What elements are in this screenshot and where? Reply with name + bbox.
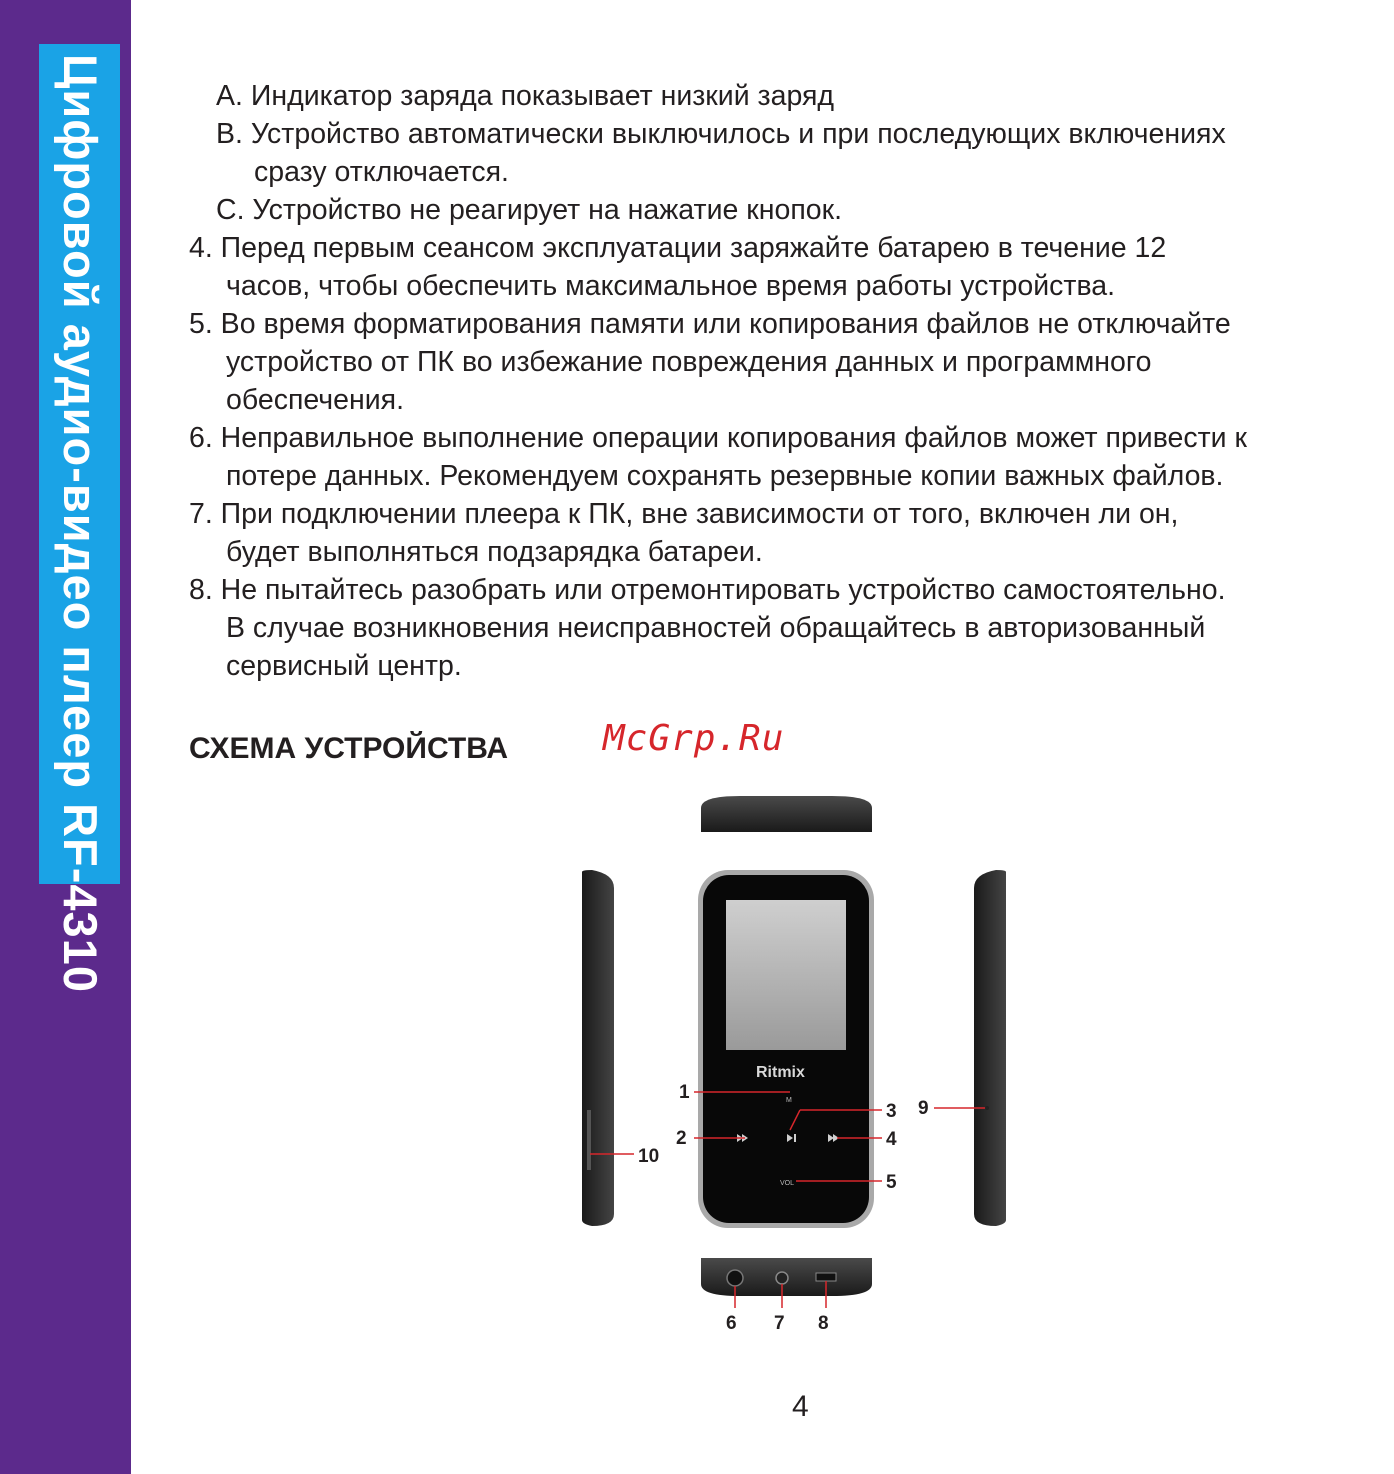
callout-2: 2 <box>676 1128 687 1149</box>
callout-3: 3 <box>886 1101 897 1122</box>
body-line: 4. Перед первым сеансом эксплуатации заряжайте батарею в течение 12 <box>189 232 1167 264</box>
body-line: В случае возникновения неисправностей обращайтесь в авторизованный <box>226 612 1206 644</box>
device-diagram <box>560 760 1060 1350</box>
body-line: 6. Неправильное выполнение операции копирования файлов может привести к <box>189 422 1247 454</box>
body-line: С. Устройство не реагирует на нажатие кнопок. <box>216 194 842 226</box>
callout-1: 1 <box>679 1082 690 1103</box>
usb-port <box>816 1273 836 1281</box>
brand-logo: Ritmix <box>756 1064 805 1081</box>
device-right-view <box>974 870 1006 1226</box>
callout-8: 8 <box>818 1313 829 1334</box>
device-left-view <box>582 870 614 1226</box>
sd-slot <box>587 1110 591 1170</box>
section-heading: СХЕМА УСТРОЙСТВА <box>189 732 509 765</box>
page-number: 4 <box>792 1390 809 1423</box>
sidebar <box>0 0 131 1474</box>
headphone-jack <box>727 1270 743 1286</box>
body-line: будет выполняться подзарядка батареи. <box>226 536 763 568</box>
body-line: потере данных. Рекомендуем сохранять резервные копии важных файлов. <box>226 460 1224 492</box>
button-vol-label: VOL <box>780 1180 795 1187</box>
callout-10: 10 <box>638 1146 660 1167</box>
device-top-view <box>701 796 872 832</box>
body-line: А. Индикатор заряда показывает низкий заряд <box>216 80 835 112</box>
callout-9: 9 <box>918 1098 929 1119</box>
body-line: сервисный центр. <box>226 650 462 682</box>
body-line: 7. При подключении плеера к ПК, вне зависимости от того, включен ли он, <box>189 498 1179 530</box>
sidebar-title: Цифровой аудио-видео плеер RF-4310 <box>54 54 107 993</box>
power-switch <box>776 1272 788 1284</box>
device-screen <box>726 900 846 1050</box>
body-line: сразу отключается. <box>254 156 509 188</box>
callout-7: 7 <box>774 1313 785 1334</box>
watermark: McGrp.Ru <box>603 718 785 759</box>
body-line: часов, чтобы обеспечить максимальное время работы устройства. <box>226 270 1116 302</box>
button-m-label: M <box>786 1097 792 1104</box>
play-pause-bar <box>794 1134 796 1142</box>
callout-4: 4 <box>886 1129 897 1150</box>
body-line: устройство от ПК во избежание повреждения данных и программного <box>226 346 1152 378</box>
body-line: 5. Во время форматирования памяти или копирования файлов не отключайте <box>189 308 1231 340</box>
callout-5: 5 <box>886 1172 897 1193</box>
body-line: 8. Не пытайтесь разобрать или отремонтировать устройство самостоятельно. <box>189 574 1226 606</box>
callout-6: 6 <box>726 1313 737 1334</box>
body-line: обеспечения. <box>226 384 404 416</box>
body-line: В. Устройство автоматически выключилось и при последующих включениях <box>216 118 1226 150</box>
